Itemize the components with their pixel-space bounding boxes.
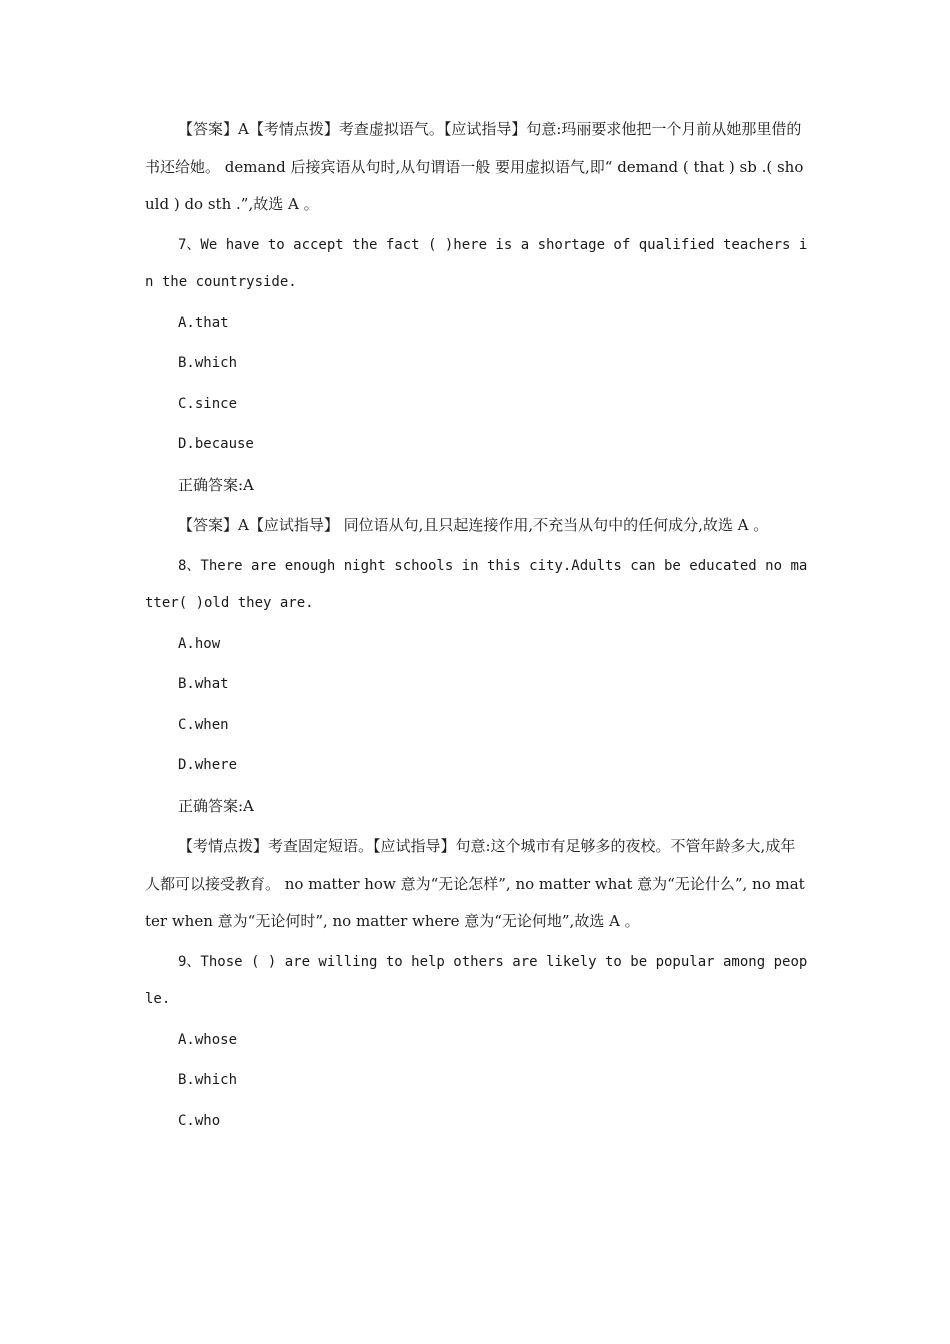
q8-option-d: D.where	[178, 757, 238, 773]
q9-stem: 9、Those ( ) are willing to help others are likely to be popular among people.	[145, 953, 808, 1007]
q8-correct-answer: 正确答案:A	[178, 796, 254, 815]
q8-option-b: B.what	[178, 676, 229, 692]
q7-explanation: 【答案】A【应试指导】 同位语从句,且只起连接作用,不充当从句中的任何成分,故选 A 。	[178, 516, 769, 534]
q7-option-d: D.because	[178, 436, 254, 452]
q8-stem: 8、There are enough night schools in this city.Adults can be educated no matter( )old they are.	[145, 557, 808, 611]
q9-option-b: B.which	[178, 1072, 238, 1088]
document-page	[145, 111, 810, 1143]
q8-option-a: A.how	[178, 635, 221, 652]
q9-option-a: A.whose	[178, 1031, 238, 1048]
q7-option-a: A.that	[178, 314, 229, 331]
q7-correct-answer: 正确答案:A	[178, 475, 254, 494]
q6-explanation: 【答案】A【考情点拨】考查虚拟语气。【应试指导】句意:玛丽要求他把一个月前从她那里借的书还给她。 demand 后接宾语从句时,从句谓语一般 要用虚拟语气,即“ demand ( that ) sb .( should ) do sth .”,故选 A 。	[145, 120, 804, 213]
q9-option-c: C.who	[178, 1112, 221, 1129]
q8-option-c: C.when	[178, 716, 229, 733]
q7-stem: 7、We have to accept the fact ( )here is a shortage of qualified teachers in the countryside.	[145, 236, 808, 290]
q8-explanation: 【考情点拨】考查固定短语。【应试指导】句意:这个城市有足够多的夜校。不管年龄多大,成年人都可以接受教育。 no matter how 意为“无论怎样”, no matter what 意为“无论什么”, no matter when 意为“无论何时”, no matter where 意为“无论何地”,故选 A 。	[145, 837, 805, 930]
q7-option-c: C.since	[178, 395, 238, 412]
q7-option-b: B.which	[178, 355, 238, 371]
